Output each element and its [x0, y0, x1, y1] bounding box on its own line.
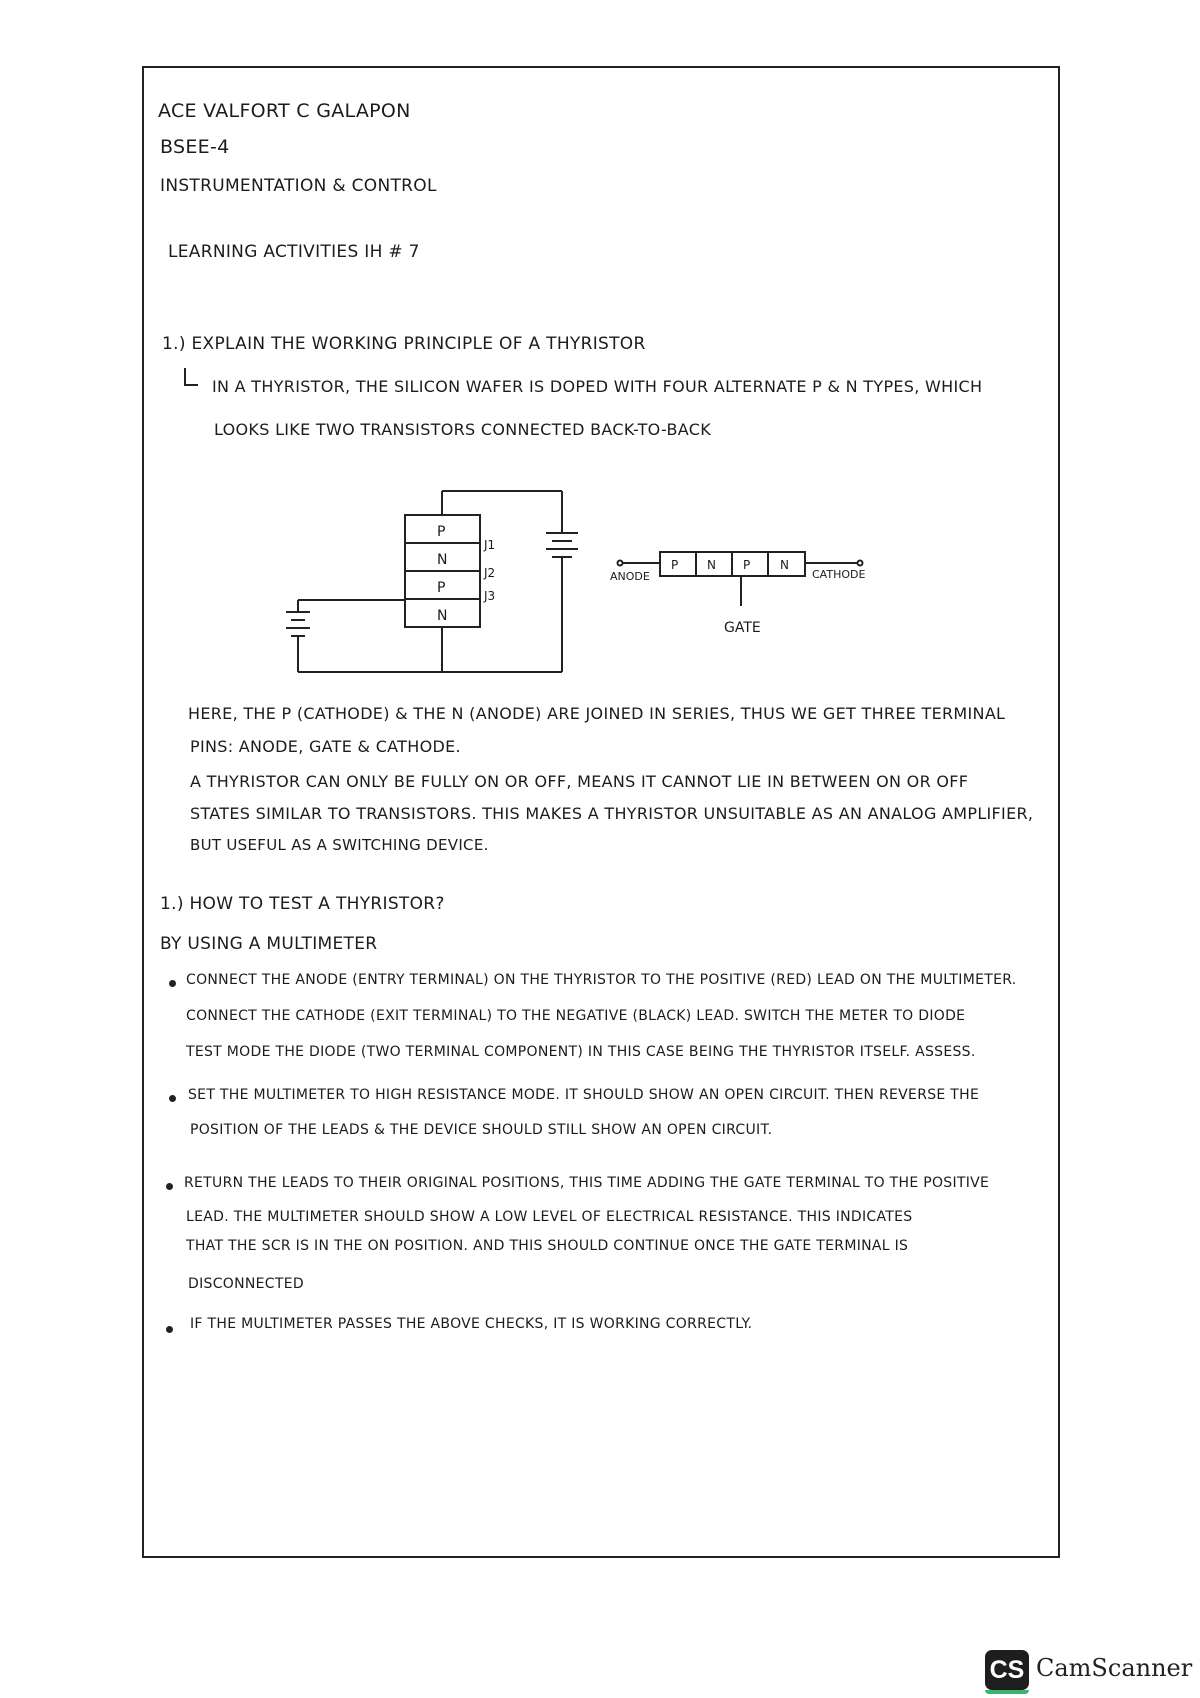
student-name: ACE VALFORT C GALAPON: [158, 100, 411, 122]
junction-label: J1: [484, 538, 496, 552]
step-1-line-3: TEST MODE THE DIODE (TWO TERMINAL COMPONENT) IN THIS CASE BEING THE THYRISTOR ITSELF. ASSESS.: [186, 1044, 976, 1060]
symbol-layer-label: P: [743, 558, 751, 572]
method-label: BY USING A MULTIMETER: [160, 934, 378, 954]
step-2-line-1: SET THE MULTIMETER TO HIGH RESISTANCE MODE. IT SHOULD SHOW AN OPEN CIRCUIT. THEN REVERSE THE: [188, 1087, 980, 1103]
answer-1-line-1: IN A THYRISTOR, THE SILICON WAFER IS DOPED WITH FOUR ALTERNATE P & N TYPES, WHICH: [212, 377, 983, 396]
explanation-line-3: A THYRISTOR CAN ONLY BE FULLY ON OR OFF, MEANS IT CANNOT LIE IN BETWEEN ON OR OFF: [190, 772, 969, 791]
question-1: 1.) EXPLAIN THE WORKING PRINCIPLE OF A THYRISTOR: [162, 334, 646, 354]
junction-label: J2: [484, 566, 496, 580]
explanation-line-5: BUT USEFUL AS A SWITCHING DEVICE.: [190, 836, 489, 854]
section-label: BSEE-4: [160, 136, 230, 158]
question-2: 1.) HOW TO TEST A THYRISTOR?: [160, 894, 445, 914]
camscanner-brand: CamScanner: [1036, 1654, 1193, 1682]
step-1-line-2: CONNECT THE CATHODE (EXIT TERMINAL) TO THE NEGATIVE (BLACK) LEAD. SWITCH THE METER TO DIODE: [186, 1008, 966, 1024]
step-3-line-3: THAT THE SCR IS IN THE ON POSITION. AND THIS SHOULD CONTINUE ONCE THE GATE TERMINAL IS: [186, 1238, 909, 1254]
symbol-layer-label: N: [780, 558, 789, 572]
step-2-line-2: POSITION OF THE LEADS & THE DEVICE SHOULD STILL SHOW AN OPEN CIRCUIT.: [190, 1122, 773, 1138]
layer-label: N: [437, 608, 448, 624]
explanation-line-4: STATES SIMILAR TO TRANSISTORS. THIS MAKES A THYRISTOR UNSUITABLE AS AN ANALOG AMPLIFIER,: [190, 804, 1034, 823]
bullet-icon: [169, 1095, 176, 1102]
cathode-label: CATHODE: [812, 568, 866, 581]
step-3-line-4: DISCONNECTED: [188, 1276, 304, 1292]
step-1-line-1: CONNECT THE ANODE (ENTRY TERMINAL) ON THE THYRISTOR TO THE POSITIVE (RED) LEAD ON THE MULTIMETER.: [186, 972, 1017, 988]
answer-1-line-2: LOOKS LIKE TWO TRANSISTORS CONNECTED BACK-TO-BACK: [214, 420, 711, 439]
symbol-layer-label: N: [707, 558, 716, 572]
layer-label: P: [437, 524, 446, 540]
explanation-line-2: PINS: ANODE, GATE & CATHODE.: [190, 737, 461, 756]
junction-label: J3: [484, 589, 496, 603]
step-3-line-2: LEAD. THE MULTIMETER SHOULD SHOW A LOW LEVEL OF ELECTRICAL RESISTANCE. THIS INDICATES: [186, 1209, 913, 1225]
symbol-layer-label: P: [671, 558, 679, 572]
anode-label: ANODE: [610, 570, 650, 583]
step-3-line-1: RETURN THE LEADS TO THEIR ORIGINAL POSITIONS, THIS TIME ADDING THE GATE TERMINAL TO THE POSITIVE: [184, 1175, 990, 1191]
explanation-line-1: HERE, THE P (CATHODE) & THE N (ANODE) ARE JOINED IN SERIES, THUS WE GET THREE TERMINAL: [188, 704, 1006, 723]
bullet-icon: [166, 1326, 173, 1333]
layer-label: P: [437, 580, 446, 596]
step-4-line-1: IF THE MULTIMETER PASSES THE ABOVE CHECKS, IT IS WORKING CORRECTLY.: [190, 1316, 753, 1332]
layer-label: N: [437, 552, 448, 568]
camscanner-logo: CS: [985, 1650, 1029, 1690]
activity-title: LEARNING ACTIVITIES IH # 7: [168, 242, 420, 262]
course-title: INSTRUMENTATION & CONTROL: [160, 176, 437, 196]
bullet-icon: [169, 980, 176, 987]
gate-label: GATE: [724, 620, 761, 636]
bullet-icon: [166, 1183, 173, 1190]
